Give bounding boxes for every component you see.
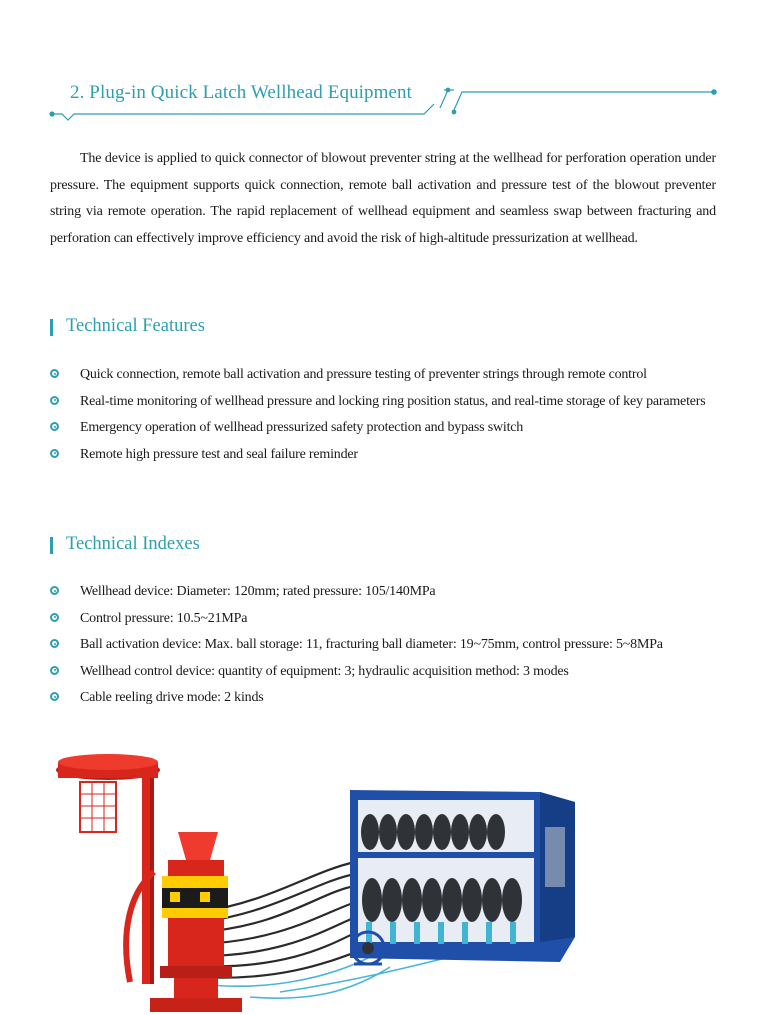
list-item	[48, 632, 718, 659]
bullet-icon	[50, 586, 59, 595]
bullet-icon	[50, 449, 59, 458]
section-title-block	[48, 78, 728, 128]
features-list	[48, 362, 718, 468]
list-item	[48, 442, 718, 469]
bullet-icon	[50, 422, 59, 431]
list-item	[48, 415, 718, 442]
list-item-text: Remote high pressure test and seal failure reminder	[80, 446, 358, 462]
list-item-text: Wellhead device: Diameter: 120mm; rated pressure: 105/140MPa	[80, 584, 436, 599]
list-item	[48, 685, 718, 712]
heading-bar	[50, 537, 53, 554]
heading-bar	[50, 319, 53, 336]
list-item	[48, 606, 718, 633]
list-item-text: Emergency operation of wellhead pressurized safety protection and bypass switch	[80, 420, 524, 435]
wellhead-assembly	[56, 754, 242, 1012]
indexes-list	[48, 579, 718, 712]
list-item-text: Wellhead control device: quantity of equipment: 3; hydraulic acquisition method: 3 modes	[80, 663, 569, 679]
list-item	[48, 362, 718, 389]
bullet-icon	[50, 666, 59, 675]
bullet-icon	[50, 613, 59, 622]
bullet-icon	[50, 369, 59, 378]
list-item-text: Quick connection, remote ball activation and pressure testing of preventer strings through remote control	[80, 367, 647, 382]
list-item	[48, 659, 718, 686]
list-item	[48, 579, 718, 606]
list-item-text: Real-time monitoring of wellhead pressure and locking ring position status, and real-time storage of key parameters	[80, 393, 706, 409]
page-title: 2. Plug-in Quick Latch Wellhead Equipment	[70, 82, 413, 103]
list-item-text: Control pressure: 10.5~21MPa	[80, 610, 248, 626]
reel-cabinet	[350, 790, 575, 962]
bullet-icon	[50, 396, 59, 405]
list-item	[48, 389, 718, 416]
equipment-illustration	[50, 752, 620, 1014]
bullet-icon	[50, 692, 59, 701]
list-item-text: Cable reeling drive mode: 2 kinds	[80, 690, 264, 705]
indexes-heading-label: Technical Indexes	[66, 534, 200, 554]
features-heading-label: Technical Features	[66, 316, 205, 336]
list-item-text: Ball activation device: Max. ball storage: 11, fracturing ball diameter: 19~75mm, control pressure: 5~8MPa	[80, 637, 663, 652]
intro-paragraph: The device is applied to quick connector of blowout preventer string at the wellhead for perforation operation under pressure. The equipment supports quick connection, remote ball activation and pressure test of the blowout preventer string via remote operation. The rapid replacement of wellhead equipment and seamless swap between fracturing and perforation can effectively improve efficiency and avoid the risk of high-altitude pressurization at wellhead.	[50, 151, 716, 246]
bullet-icon	[50, 639, 59, 648]
